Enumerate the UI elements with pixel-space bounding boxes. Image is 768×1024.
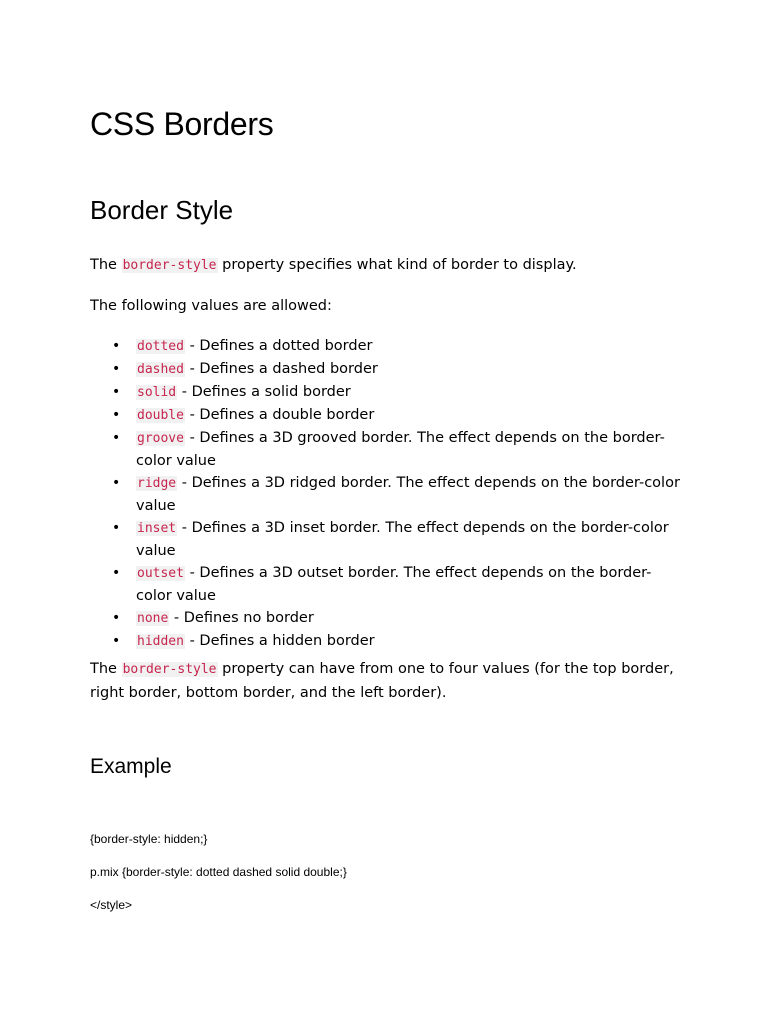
- list-item-hidden: [90, 630, 686, 653]
- value-code: none: [137, 611, 169, 626]
- bullet-glyph: •: [112, 633, 121, 649]
- bullet-glyph: •: [112, 361, 121, 377]
- page-title: CSS Borders: [90, 106, 274, 142]
- allowed-values-intro: The following values are allowed:: [90, 298, 332, 314]
- value-description: - Defines a dashed border: [184, 361, 378, 377]
- example-line-3: </style>: [90, 898, 133, 912]
- list-item-inset: [90, 517, 686, 562]
- value-code: solid: [137, 385, 177, 400]
- example-line-1: {border-style: hidden;}: [90, 832, 208, 846]
- bullet-glyph: •: [112, 384, 121, 400]
- intro-text-before: The: [90, 257, 122, 273]
- bullet-glyph: •: [112, 565, 121, 581]
- list-item-dotted: [90, 335, 686, 358]
- intro-paragraph: [90, 254, 686, 278]
- list-item-groove: [90, 427, 686, 472]
- value-code: groove: [137, 431, 184, 446]
- four-values-text-after: property can have from one to four values (for the top border, right border, bottom border, and the left border).: [90, 661, 674, 701]
- example-heading: Example: [90, 755, 172, 778]
- value-description: - Defines a solid border: [177, 384, 351, 400]
- list-item-solid: [90, 381, 686, 404]
- bullet-glyph: •: [112, 430, 121, 446]
- bullet-glyph: •: [112, 520, 121, 536]
- value-description: - Defines no border: [169, 610, 314, 626]
- list-item-dashed: [90, 358, 686, 381]
- value-description: - Defines a 3D ridged border. The effect depends on the border-color value: [136, 475, 680, 514]
- value-code: ridge: [137, 476, 177, 491]
- section-heading-border-style: Border Style: [90, 195, 234, 225]
- value-description: - Defines a 3D inset border. The effect depends on the border-color value: [136, 520, 669, 559]
- bullet-glyph: •: [112, 475, 121, 491]
- value-description: - Defines a dotted border: [184, 338, 373, 354]
- example-line-2: p.mix {border-style: dotted dashed solid double;}: [90, 865, 347, 879]
- value-code: double: [137, 408, 184, 423]
- inline-code-border-style: border-style: [122, 662, 217, 677]
- list-item-outset: [90, 562, 686, 607]
- inline-code-border-style: border-style: [122, 258, 217, 273]
- bullet-glyph: •: [112, 407, 121, 423]
- list-item-ridge: [90, 472, 686, 517]
- border-style-values-list: [90, 335, 686, 653]
- value-description: - Defines a hidden border: [184, 633, 375, 649]
- value-code: inset: [137, 521, 177, 536]
- value-description: - Defines a 3D outset border. The effect depends on the border-color value: [136, 565, 652, 604]
- bullet-glyph: •: [112, 610, 121, 626]
- value-code: dotted: [137, 339, 184, 354]
- value-description: - Defines a 3D grooved border. The effect depends on the border-color value: [136, 430, 665, 469]
- value-code: dashed: [137, 362, 184, 377]
- intro-text-after: property specifies what kind of border to display.: [217, 257, 577, 273]
- bullet-glyph: •: [112, 338, 121, 354]
- four-values-paragraph: [90, 658, 686, 704]
- four-values-text-before: The: [90, 661, 122, 677]
- value-code: hidden: [137, 634, 184, 649]
- list-item-none: [90, 607, 686, 630]
- value-code: outset: [137, 566, 184, 581]
- value-description: - Defines a double border: [184, 407, 375, 423]
- list-item-double: [90, 404, 686, 427]
